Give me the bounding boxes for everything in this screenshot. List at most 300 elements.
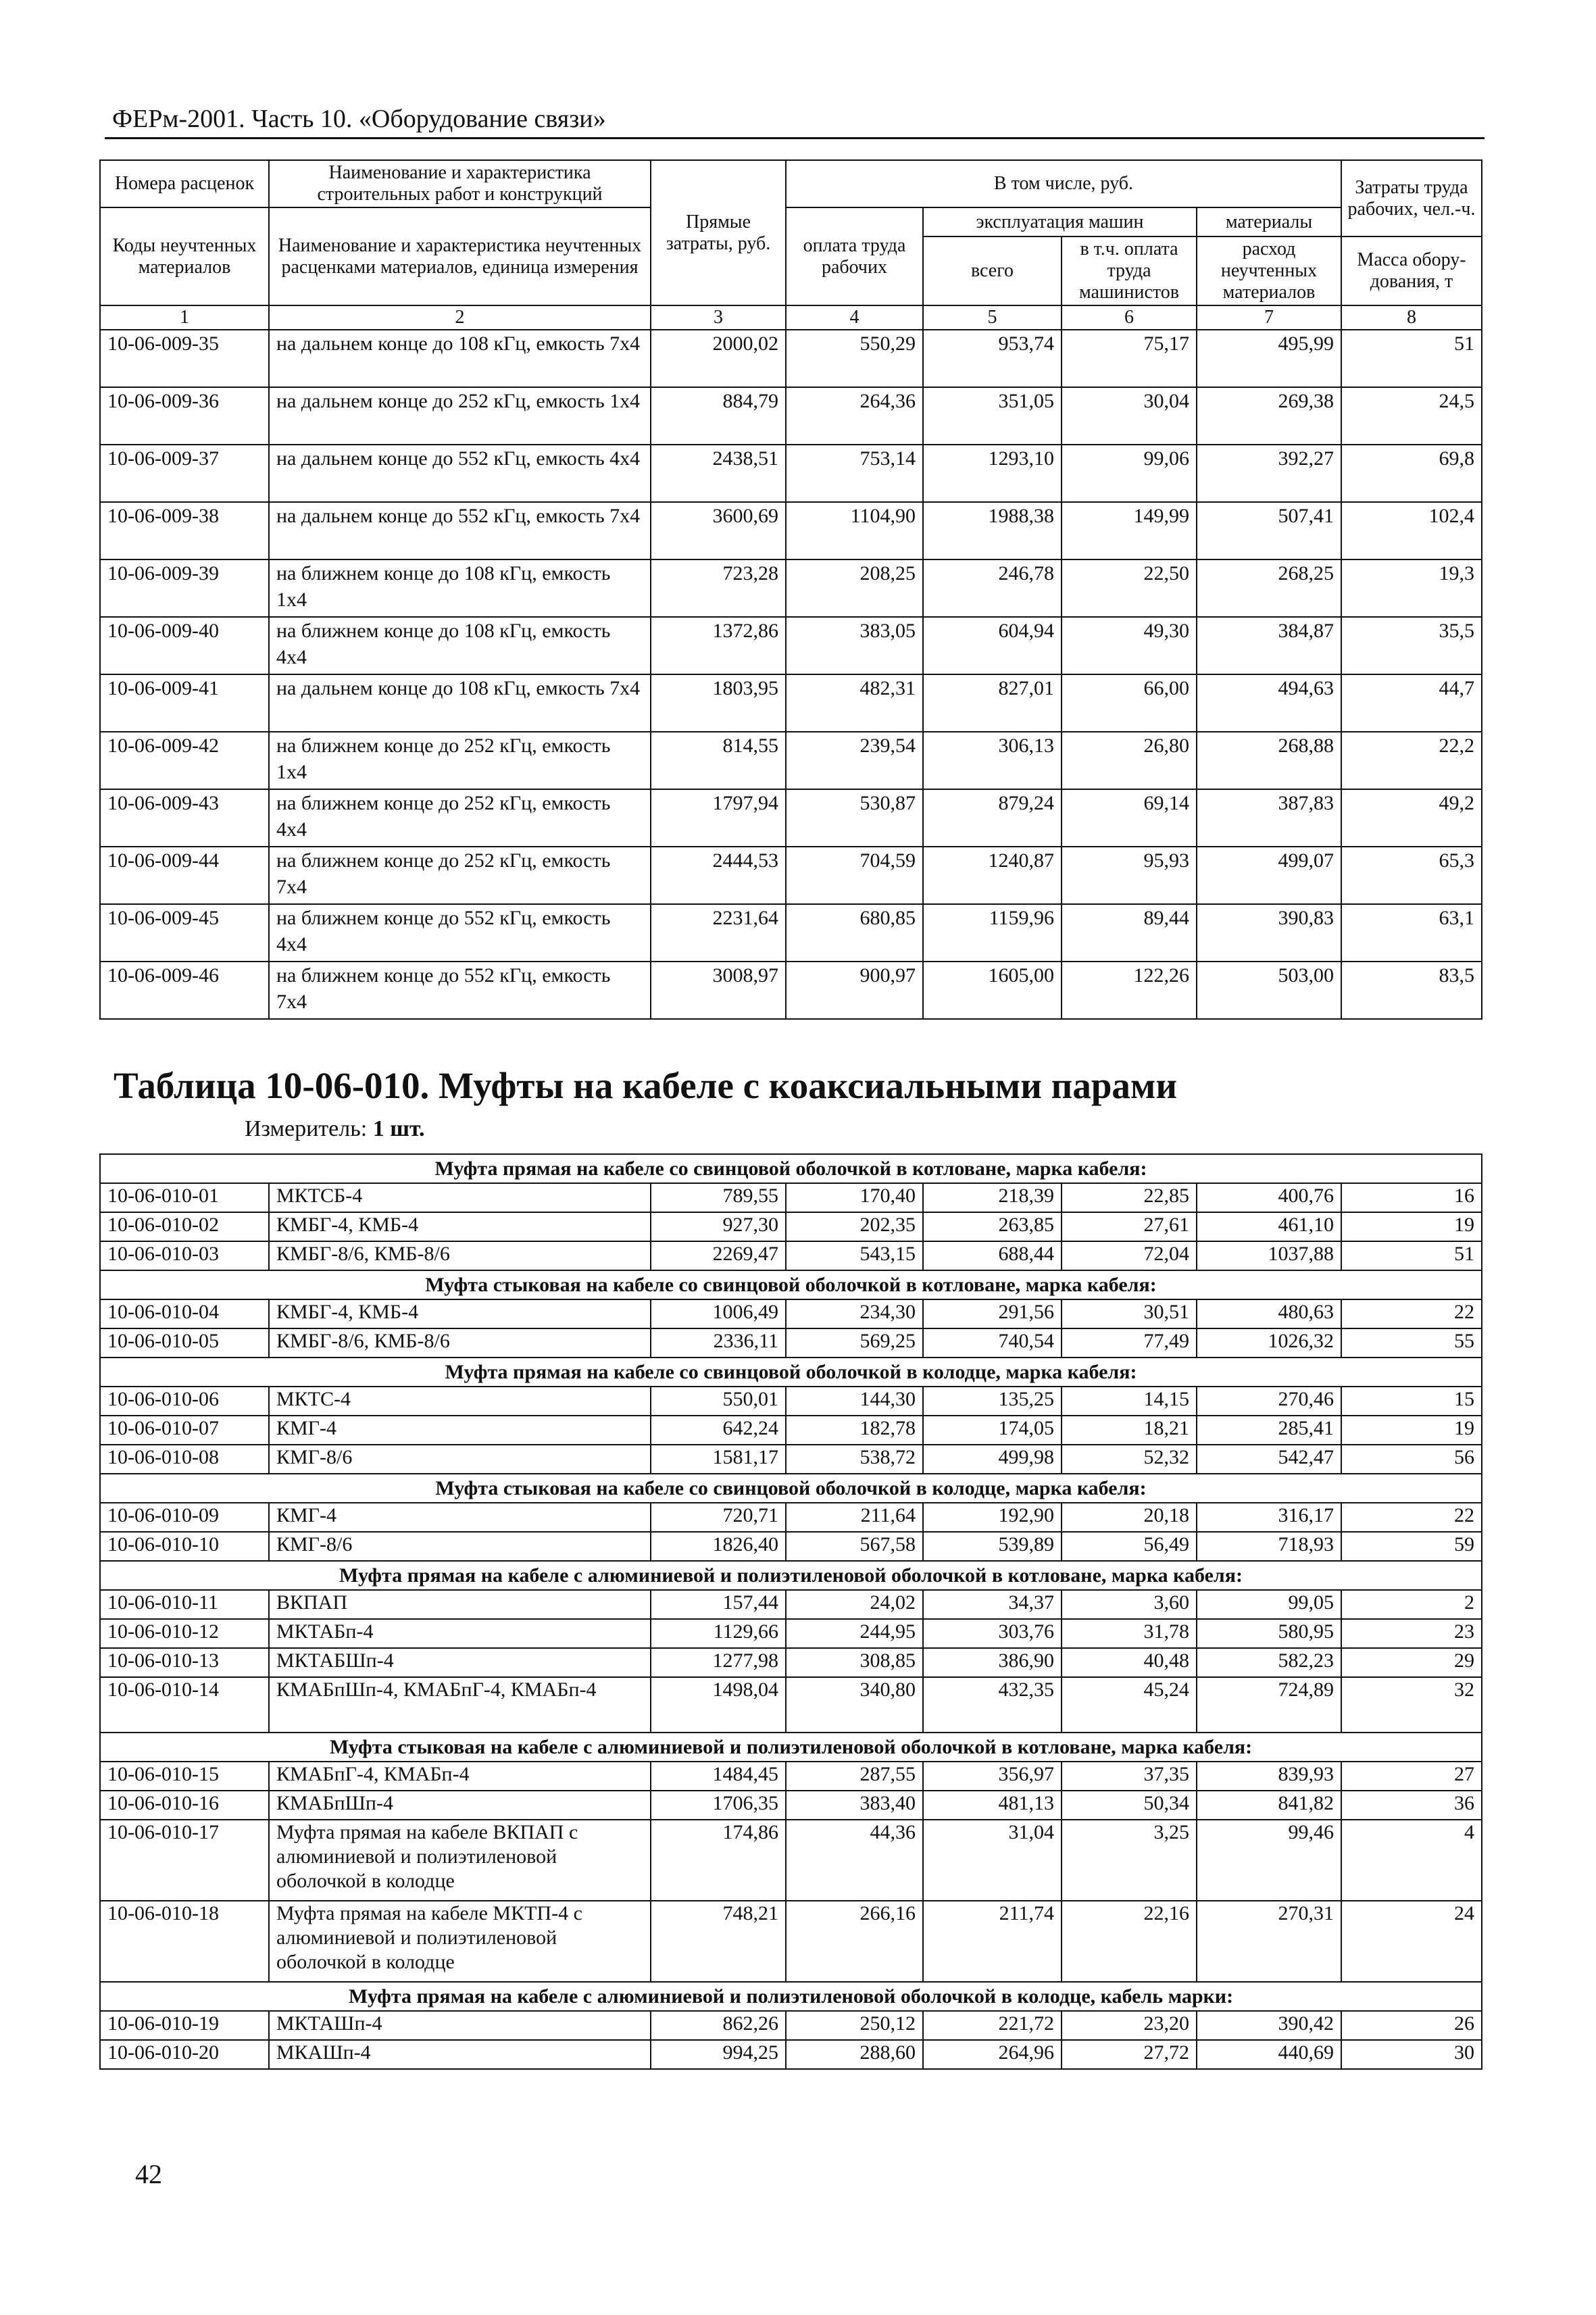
materials-cell: 270,46 [1197,1387,1341,1416]
table-row [100,1416,1482,1445]
table-row [100,1241,1482,1270]
rate-code-cell: 10-06-010-02 [100,1212,269,1241]
wage-cell: 383,05 [786,617,923,674]
table-row [100,904,1482,962]
wage-cell: 44,36 [786,1820,923,1901]
wage-cell: 202,35 [786,1212,923,1241]
labor-cell: 24,5 [1341,387,1482,445]
running-header: ФЕРм-2001. Часть 10. «Оборудование связи» [112,105,606,133]
machines-total-cell: 303,76 [923,1619,1062,1648]
materials-cell: 390,83 [1197,904,1341,962]
direct-cost-cell: 1498,04 [651,1677,786,1733]
rate-name-cell: КМБГ-4, КМБ-4 [269,1212,651,1241]
table-row [100,330,1482,387]
labor-cell: 27 [1341,1762,1482,1791]
wage-cell: 244,95 [786,1619,923,1648]
rate-name-cell: на ближнем конце до 108 кГц, емкость 1х4 [269,559,651,617]
machines-total-cell: 879,24 [923,789,1062,847]
wage-cell: 234,30 [786,1299,923,1328]
direct-cost-cell: 1803,95 [651,674,786,732]
machines-total-cell: 688,44 [923,1241,1062,1270]
section-row [100,1154,1482,1183]
column-number-row [100,305,1482,330]
rate-name-cell: на дальнем конце до 108 кГц, емкость 7х4 [269,674,651,732]
direct-cost-cell: 157,44 [651,1590,786,1619]
column-number: 4 [786,305,923,330]
labor-cell: 16 [1341,1183,1482,1212]
rate-code-cell: 10-06-009-43 [100,789,269,847]
machines-total-cell: 432,35 [923,1677,1062,1733]
labor-cell: 83,5 [1341,962,1482,1019]
unit-of-measure [245,1116,425,1142]
wage-cell: 264,36 [786,387,923,445]
materials-cell: 494,63 [1197,674,1341,732]
operator-wage-cell: 18,21 [1062,1416,1197,1445]
machines-total-cell: 174,05 [923,1416,1062,1445]
section-row [100,1358,1482,1387]
operator-wage-cell: 20,18 [1062,1503,1197,1532]
rate-code-cell: 10-06-009-36 [100,387,269,445]
coupling-rates-table [99,1153,1482,2070]
wage-cell: 208,25 [786,559,923,617]
labor-cell: 56 [1341,1445,1482,1474]
rate-name-cell: КМБГ-8/6, КМБ-8/6 [269,1328,651,1358]
operator-wage-cell: 40,48 [1062,1648,1197,1677]
labor-cell: 35,5 [1341,617,1482,674]
table-row [100,502,1482,559]
rate-code-cell: 10-06-010-12 [100,1619,269,1648]
operator-wage-cell: 14,15 [1062,1387,1197,1416]
col-header-machines: эксплуатация машин [923,207,1197,237]
rate-name-cell: КМГ-4 [269,1503,651,1532]
wage-cell: 182,78 [786,1416,923,1445]
page-number: 42 [135,2159,162,2189]
operator-wage-cell: 31,78 [1062,1619,1197,1648]
rate-code-cell: 10-06-010-11 [100,1590,269,1619]
direct-cost-cell: 1129,66 [651,1619,786,1648]
operator-wage-cell: 77,49 [1062,1328,1197,1358]
materials-cell: 390,42 [1197,2011,1341,2040]
rate-name-cell: КМБГ-8/6, КМБ-8/6 [269,1241,651,1270]
materials-cell: 580,95 [1197,1619,1341,1648]
rate-code-cell: 10-06-009-41 [100,674,269,732]
machines-total-cell: 221,72 [923,2011,1062,2040]
operator-wage-cell: 3,60 [1062,1590,1197,1619]
materials-cell: 507,41 [1197,502,1341,559]
table-row [100,1532,1482,1561]
wage-cell: 482,31 [786,674,923,732]
wage-cell: 704,59 [786,847,923,904]
table-row [100,1677,1482,1733]
machines-total-cell: 481,13 [923,1791,1062,1820]
operator-wage-cell: 22,16 [1062,1901,1197,1982]
col-header-labor: Затраты труда рабочих, чел.-ч. [1341,160,1482,237]
section-row [100,1733,1482,1762]
rates-table-continued [99,159,1482,1020]
table-row [100,1503,1482,1532]
direct-cost-cell: 550,01 [651,1387,786,1416]
wage-cell: 288,60 [786,2040,923,2069]
operator-wage-cell: 122,26 [1062,962,1197,1019]
rate-name-cell: МКТАШп-4 [269,2011,651,2040]
rate-code-cell: 10-06-010-06 [100,1387,269,1416]
rate-name-cell: на дальнем конце до 552 кГц, емкость 7х4 [269,502,651,559]
direct-cost-cell: 2444,53 [651,847,786,904]
machines-total-cell: 263,85 [923,1212,1062,1241]
section-heading: Муфта прямая на кабеле со свинцовой оболочкой в котловане, марка кабеля: [100,1154,1482,1183]
labor-cell: 102,4 [1341,502,1482,559]
table-row [100,2040,1482,2069]
table-row [100,387,1482,445]
table-row [100,1212,1482,1241]
materials-cell: 384,87 [1197,617,1341,674]
rate-name-cell: КМБГ-4, КМБ-4 [269,1299,651,1328]
table-row [100,1387,1482,1416]
machines-total-cell: 351,05 [923,387,1062,445]
machines-total-cell: 31,04 [923,1820,1062,1901]
materials-cell: 440,69 [1197,2040,1341,2069]
machines-total-cell: 192,90 [923,1503,1062,1532]
section-row [100,1982,1482,2011]
wage-cell: 569,25 [786,1328,923,1358]
direct-cost-cell: 1581,17 [651,1445,786,1474]
col-header-direct-costs: Прямые затраты, руб. [651,160,786,305]
rate-name-cell: на дальнем конце до 552 кГц, емкость 4х4 [269,445,651,502]
operator-wage-cell: 149,99 [1062,502,1197,559]
labor-cell: 22 [1341,1299,1482,1328]
materials-cell: 268,25 [1197,559,1341,617]
col-header-mass: Масса обору-дования, т [1341,237,1482,305]
operator-wage-cell: 49,30 [1062,617,1197,674]
rate-name-cell: на ближнем конце до 252 кГц, емкость 4х4 [269,789,651,847]
materials-cell: 582,23 [1197,1648,1341,1677]
col-header-material-name: Наименование и характеристика неучтенных расценками материалов, единица измерения [269,207,651,305]
materials-cell: 503,00 [1197,962,1341,1019]
operator-wage-cell: 99,06 [1062,445,1197,502]
operator-wage-cell: 27,61 [1062,1212,1197,1241]
wage-cell: 543,15 [786,1241,923,1270]
rate-name-cell: МКТС-4 [269,1387,651,1416]
direct-cost-cell: 2231,64 [651,904,786,962]
materials-cell: 461,10 [1197,1212,1341,1241]
col-header-including: В том числе, руб. [786,160,1341,207]
labor-cell: 63,1 [1341,904,1482,962]
wage-cell: 753,14 [786,445,923,502]
operator-wage-cell: 22,50 [1062,559,1197,617]
rate-code-cell: 10-06-010-15 [100,1762,269,1791]
wage-cell: 239,54 [786,732,923,789]
table-row [100,1820,1482,1901]
rate-code-cell: 10-06-010-03 [100,1241,269,1270]
wage-cell: 211,64 [786,1503,923,1532]
rate-code-cell: 10-06-010-14 [100,1677,269,1733]
labor-cell: 30 [1341,2040,1482,2069]
direct-cost-cell: 3600,69 [651,502,786,559]
rate-code-cell: 10-06-009-44 [100,847,269,904]
table-row [100,962,1482,1019]
rate-code-cell: 10-06-009-40 [100,617,269,674]
wage-cell: 24,02 [786,1590,923,1619]
rate-name-cell: КМАБпШп-4 [269,1791,651,1820]
rate-code-cell: 10-06-010-04 [100,1299,269,1328]
labor-cell: 19 [1341,1416,1482,1445]
table-row [100,2011,1482,2040]
operator-wage-cell: 56,49 [1062,1532,1197,1561]
rate-code-cell: 10-06-010-10 [100,1532,269,1561]
direct-cost-cell: 1797,94 [651,789,786,847]
materials-cell: 400,76 [1197,1183,1341,1212]
table-row [100,847,1482,904]
direct-cost-cell: 1826,40 [651,1532,786,1561]
rate-code-cell: 10-06-009-37 [100,445,269,502]
col-header-operator-wage: в т.ч. оплата труда машинистов [1062,237,1197,305]
materials-cell: 392,27 [1197,445,1341,502]
section-heading: Муфта прямая на кабеле со свинцовой оболочкой в колодце, марка кабеля: [100,1358,1482,1387]
rate-name-cell: на ближнем конце до 252 кГц, емкость 7х4 [269,847,651,904]
wage-cell: 900,97 [786,962,923,1019]
table-row [100,1901,1482,1982]
materials-cell: 268,88 [1197,732,1341,789]
labor-cell: 32 [1341,1677,1482,1733]
col-header-rate-number: Номера расценок [100,160,269,207]
wage-cell: 567,58 [786,1532,923,1561]
direct-cost-cell: 723,28 [651,559,786,617]
operator-wage-cell: 75,17 [1062,330,1197,387]
operator-wage-cell: 23,20 [1062,2011,1197,2040]
direct-cost-cell: 1706,35 [651,1791,786,1820]
rate-name-cell: Муфта прямая на кабеле МКТП-4 с алюминиевой и полиэтиленовой оболочкой в колодце [269,1901,651,1982]
column-number: 3 [651,305,786,330]
operator-wage-cell: 50,34 [1062,1791,1197,1820]
machines-total-cell: 135,25 [923,1387,1062,1416]
operator-wage-cell: 27,72 [1062,2040,1197,2069]
rate-name-cell: ВКПАП [269,1590,651,1619]
rate-name-cell: МКТСБ-4 [269,1183,651,1212]
table-row [100,1762,1482,1791]
rate-code-cell: 10-06-010-19 [100,2011,269,2040]
direct-cost-cell: 720,71 [651,1503,786,1532]
direct-cost-cell: 862,26 [651,2011,786,2040]
materials-cell: 99,46 [1197,1820,1341,1901]
labor-cell: 15 [1341,1387,1482,1416]
table-row [100,1183,1482,1212]
operator-wage-cell: 89,44 [1062,904,1197,962]
labor-cell: 55 [1341,1328,1482,1358]
labor-cell: 69,8 [1341,445,1482,502]
direct-cost-cell: 3008,97 [651,962,786,1019]
machines-total-cell: 356,97 [923,1762,1062,1791]
rate-code-cell: 10-06-010-20 [100,2040,269,2069]
rate-code-cell: 10-06-010-18 [100,1901,269,1982]
labor-cell: 51 [1341,1241,1482,1270]
materials-cell: 480,63 [1197,1299,1341,1328]
section-heading: Муфта прямая на кабеле с алюминиевой и полиэтиленовой оболочкой в колодце, кабель марки: [100,1982,1482,2011]
column-number: 7 [1197,305,1341,330]
labor-cell: 59 [1341,1532,1482,1561]
section-heading: Муфта стыковая на кабеле со свинцовой оболочкой в колодце, марка кабеля: [100,1474,1482,1503]
wage-cell: 144,30 [786,1387,923,1416]
rate-code-cell: 10-06-010-07 [100,1416,269,1445]
labor-cell: 24 [1341,1901,1482,1982]
direct-cost-cell: 2269,47 [651,1241,786,1270]
rate-code-cell: 10-06-010-16 [100,1791,269,1820]
section-row [100,1474,1482,1503]
section-heading: Муфта стыковая на кабеле со свинцовой оболочкой в котловане, марка кабеля: [100,1270,1482,1299]
col-header-material-use: расход неучтенных материалов [1197,237,1341,305]
labor-cell: 22 [1341,1503,1482,1532]
table-row [100,559,1482,617]
wage-cell: 1104,90 [786,502,923,559]
col-header-machines-total: всего [923,237,1062,305]
machines-total-cell: 1240,87 [923,847,1062,904]
direct-cost-cell: 748,21 [651,1901,786,1982]
direct-cost-cell: 789,55 [651,1183,786,1212]
rate-name-cell: на ближнем конце до 552 кГц, емкость 4х4 [269,904,651,962]
column-number: 6 [1062,305,1197,330]
table-row [100,674,1482,732]
table-row [100,445,1482,502]
materials-cell: 499,07 [1197,847,1341,904]
operator-wage-cell: 30,51 [1062,1299,1197,1328]
direct-cost-cell: 2438,51 [651,445,786,502]
unit-value: 1 шт. [372,1116,425,1141]
rate-code-cell: 10-06-009-38 [100,502,269,559]
operator-wage-cell: 37,35 [1062,1762,1197,1791]
rate-name-cell: МКАШп-4 [269,2040,651,2069]
direct-cost-cell: 2000,02 [651,330,786,387]
materials-cell: 542,47 [1197,1445,1341,1474]
machines-total-cell: 827,01 [923,674,1062,732]
operator-wage-cell: 3,25 [1062,1820,1197,1901]
column-number: 8 [1341,305,1482,330]
direct-cost-cell: 1484,45 [651,1762,786,1791]
operator-wage-cell: 72,04 [1062,1241,1197,1270]
rate-name-cell: МКТАБШп-4 [269,1648,651,1677]
table-row [100,1590,1482,1619]
table-row [100,617,1482,674]
operator-wage-cell: 26,80 [1062,732,1197,789]
rate-name-cell: МКТАБп-4 [269,1619,651,1648]
wage-cell: 530,87 [786,789,923,847]
direct-cost-cell: 642,24 [651,1416,786,1445]
table-row [100,1648,1482,1677]
materials-cell: 839,93 [1197,1762,1341,1791]
section-row [100,1561,1482,1590]
table-title: Таблица 10-06-010. Муфты на кабеле с коаксиальными парами [114,1065,1178,1106]
materials-cell: 495,99 [1197,330,1341,387]
section-heading: Муфта стыковая на кабеле с алюминиевой и полиэтиленовой оболочкой в котловане, марка кабеля: [100,1733,1482,1762]
materials-cell: 1037,88 [1197,1241,1341,1270]
direct-cost-cell: 1277,98 [651,1648,786,1677]
labor-cell: 4 [1341,1820,1482,1901]
rate-code-cell: 10-06-010-05 [100,1328,269,1358]
section-heading: Муфта прямая на кабеле с алюминиевой и полиэтиленовой оболочкой в котловане, марка кабеля: [100,1561,1482,1590]
operator-wage-cell: 45,24 [1062,1677,1197,1733]
direct-cost-cell: 994,25 [651,2040,786,2069]
machines-total-cell: 34,37 [923,1590,1062,1619]
wage-cell: 383,40 [786,1791,923,1820]
machines-total-cell: 386,90 [923,1648,1062,1677]
machines-total-cell: 1159,96 [923,904,1062,962]
rate-code-cell: 10-06-009-39 [100,559,269,617]
machines-total-cell: 539,89 [923,1532,1062,1561]
wage-cell: 170,40 [786,1183,923,1212]
machines-total-cell: 211,74 [923,1901,1062,1982]
rate-name-cell: КМГ-4 [269,1416,651,1445]
section-row [100,1270,1482,1299]
rate-code-cell: 10-06-009-46 [100,962,269,1019]
wage-cell: 680,85 [786,904,923,962]
operator-wage-cell: 52,32 [1062,1445,1197,1474]
labor-cell: 65,3 [1341,847,1482,904]
direct-cost-cell: 174,86 [651,1820,786,1901]
machines-total-cell: 1605,00 [923,962,1062,1019]
labor-cell: 44,7 [1341,674,1482,732]
rate-code-cell: 10-06-010-09 [100,1503,269,1532]
direct-cost-cell: 1006,49 [651,1299,786,1328]
wage-cell: 266,16 [786,1901,923,1982]
column-number: 5 [923,305,1062,330]
labor-cell: 29 [1341,1648,1482,1677]
operator-wage-cell: 22,85 [1062,1183,1197,1212]
materials-cell: 841,82 [1197,1791,1341,1820]
labor-cell: 23 [1341,1619,1482,1648]
col-header-materials: материалы [1197,207,1341,237]
labor-cell: 19 [1341,1212,1482,1241]
rate-code-cell: 10-06-010-13 [100,1648,269,1677]
materials-cell: 270,31 [1197,1901,1341,1982]
machines-total-cell: 1988,38 [923,502,1062,559]
table-row [100,732,1482,789]
labor-cell: 19,3 [1341,559,1482,617]
labor-cell: 22,2 [1341,732,1482,789]
labor-cell: 51 [1341,330,1482,387]
col-header-work-name: Наименование и характеристика строительных работ и конструкций [269,160,651,207]
direct-cost-cell: 1372,86 [651,617,786,674]
operator-wage-cell: 69,14 [1062,789,1197,847]
table-row [100,1445,1482,1474]
col-header-wage: оплата труда рабочих [786,207,923,305]
materials-cell: 99,05 [1197,1590,1341,1619]
rate-name-cell: КМГ-8/6 [269,1445,651,1474]
unit-label: Измеритель: [245,1116,368,1141]
materials-cell: 316,17 [1197,1503,1341,1532]
rate-name-cell: на ближнем конце до 552 кГц, емкость 7х4 [269,962,651,1019]
labor-cell: 2 [1341,1590,1482,1619]
materials-cell: 387,83 [1197,789,1341,847]
rate-name-cell: на дальнем конце до 252 кГц, емкость 1х4 [269,387,651,445]
rate-name-cell: КМГ-8/6 [269,1532,651,1561]
wage-cell: 308,85 [786,1648,923,1677]
wage-cell: 340,80 [786,1677,923,1733]
labor-cell: 36 [1341,1791,1482,1820]
labor-cell: 26 [1341,2011,1482,2040]
wage-cell: 550,29 [786,330,923,387]
machines-total-cell: 264,96 [923,2040,1062,2069]
direct-cost-cell: 884,79 [651,387,786,445]
rate-code-cell: 10-06-009-45 [100,904,269,962]
operator-wage-cell: 66,00 [1062,674,1197,732]
wage-cell: 287,55 [786,1762,923,1791]
rate-code-cell: 10-06-010-01 [100,1183,269,1212]
materials-cell: 724,89 [1197,1677,1341,1733]
table-row [100,1791,1482,1820]
direct-cost-cell: 927,30 [651,1212,786,1241]
materials-cell: 718,93 [1197,1532,1341,1561]
column-number: 1 [100,305,269,330]
machines-total-cell: 604,94 [923,617,1062,674]
rate-name-cell: КМАБпШп-4, КМАБпГ-4, КМАБп-4 [269,1677,651,1733]
